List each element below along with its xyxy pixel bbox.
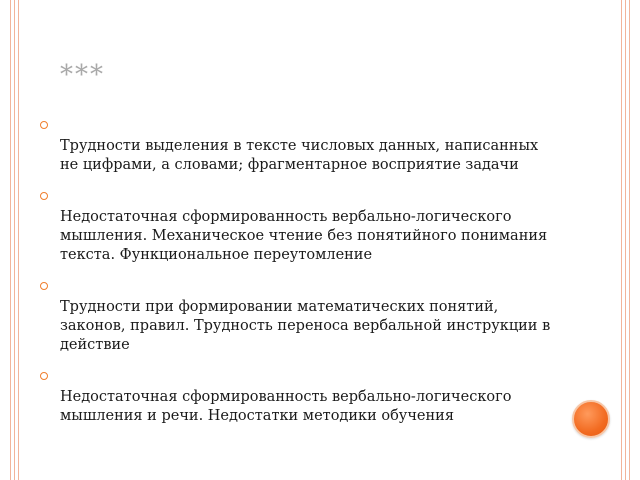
list-item-text: Недостаточная сформированность вербально-логического мышления. Механическое чтение без понятийного понимания текста. Функциональное переутомление <box>60 209 548 263</box>
left-border-line <box>18 0 19 480</box>
right-border-line <box>629 0 630 480</box>
right-border-line <box>621 0 622 480</box>
circle-bullet-icon <box>40 192 48 200</box>
list-item <box>40 189 560 265</box>
circle-bullet-icon <box>40 372 48 380</box>
bullet-list <box>40 118 560 440</box>
list-item-text: Трудности выделения в тексте числовых данных, написанных не цифрами, а словами; фрагментарное восприятие задачи <box>60 138 539 173</box>
circle-bullet-icon <box>40 282 48 290</box>
right-border-line <box>625 0 626 480</box>
list-item-text: Трудности при формировании математических понятий, законов, правил. Трудность переноса вербальной инструкции в действие <box>60 299 551 353</box>
slide-title: *** <box>60 60 105 90</box>
left-border-line <box>14 0 15 480</box>
circle-bullet-icon <box>40 121 48 129</box>
list-item <box>40 279 560 355</box>
left-border-line <box>10 0 11 480</box>
list-item-text: Недостаточная сформированность вербально-логического мышления и речи. Недостатки методики обучения <box>60 389 512 424</box>
list-item <box>40 369 560 426</box>
orange-circle-icon <box>572 400 610 438</box>
list-item <box>40 118 560 175</box>
